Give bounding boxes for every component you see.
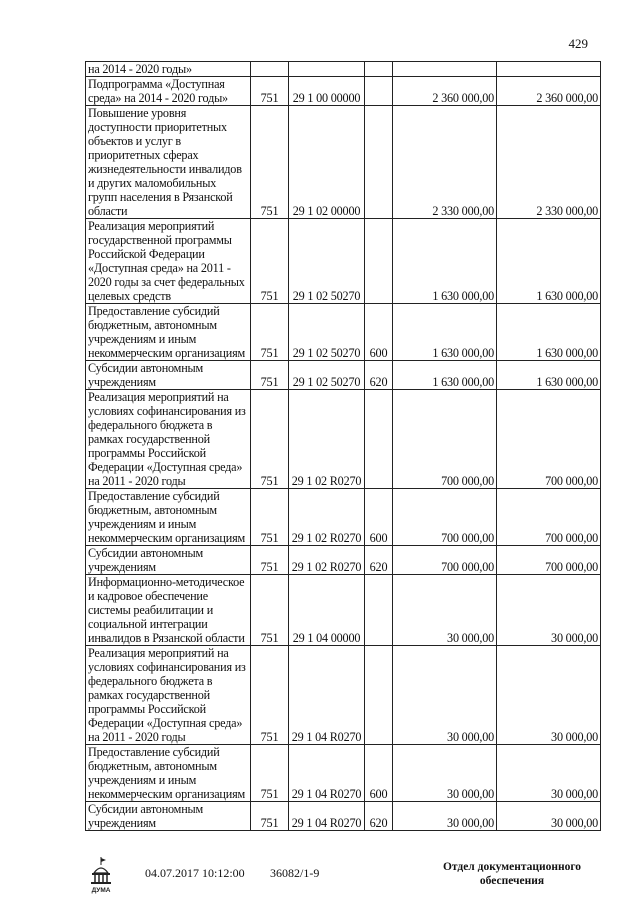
page-number: 429 [568, 36, 588, 51]
row-name-cell: Предоставление субсидий бюджетным, автономным учреждениям и иным некоммерческим организациям [86, 745, 251, 802]
footer-department [437, 860, 587, 888]
row-department-code-cell: 751 [251, 575, 289, 646]
row-amount-cell: 30 000,00 [393, 575, 497, 646]
table-row [86, 62, 601, 77]
row-expense-type-cell [365, 106, 393, 219]
row-name-cell: Информационно-методическое и кадровое обеспечение системы реабилитации и социальной интеграции инвалидов в Рязанской области [86, 575, 251, 646]
row-department-code-cell: 751 [251, 77, 289, 106]
row-amount-total-cell: 1 630 000,00 [497, 219, 601, 304]
row-department-code-cell: 751 [251, 745, 289, 802]
row-amount-total-cell [497, 62, 601, 77]
footer-department-line2: обеспечения [479, 875, 545, 887]
row-target-article-cell: 29 1 02 R0270 [289, 390, 365, 489]
row-department-code-cell: 751 [251, 646, 289, 745]
row-department-code-cell: 751 [251, 546, 289, 575]
table-row [86, 546, 601, 575]
row-target-article-cell: 29 1 04 R0270 [289, 646, 365, 745]
row-expense-type-cell: 620 [365, 546, 393, 575]
row-name-cell: Реализация мероприятий на условиях софинансирования из федерального бюджета в рамках государственной программы Российской Федерации «Доступная среда» на 2011 - 2020 годы [86, 646, 251, 745]
row-amount-cell [393, 62, 497, 77]
table-row [86, 646, 601, 745]
row-department-code-cell: 751 [251, 361, 289, 390]
row-expense-type-cell [365, 62, 393, 77]
row-target-article-cell: 29 1 02 R0270 [289, 546, 365, 575]
footer-department-line1: Отдел документационного [442, 861, 582, 873]
row-expense-type-cell: 600 [365, 745, 393, 802]
row-target-article-cell: 29 1 02 00000 [289, 106, 365, 219]
row-department-code-cell: 751 [251, 106, 289, 219]
row-target-article-cell: 29 1 04 R0270 [289, 802, 365, 831]
table-row [86, 489, 601, 546]
table-row [86, 390, 601, 489]
row-expense-type-cell [365, 646, 393, 745]
row-amount-total-cell: 1 630 000,00 [497, 304, 601, 361]
row-name-cell: Предоставление субсидий бюджетным, автономным учреждениям и иным некоммерческим организациям [86, 489, 251, 546]
row-target-article-cell: 29 1 04 R0270 [289, 745, 365, 802]
budget-table [85, 61, 601, 831]
row-department-code-cell: 751 [251, 219, 289, 304]
row-target-article-cell: 29 1 04 00000 [289, 575, 365, 646]
table-row [86, 575, 601, 646]
row-expense-type-cell [365, 219, 393, 304]
row-expense-type-cell [365, 575, 393, 646]
row-name-cell: Предоставление субсидий бюджетным, автономным учреждениям и иным некоммерческим организациям [86, 304, 251, 361]
row-amount-cell: 30 000,00 [393, 802, 497, 831]
row-department-code-cell: 751 [251, 390, 289, 489]
row-amount-cell: 30 000,00 [393, 646, 497, 745]
table-row [86, 802, 601, 831]
row-amount-total-cell: 700 000,00 [497, 489, 601, 546]
row-expense-type-cell [365, 77, 393, 106]
table-row [86, 304, 601, 361]
table-row [86, 745, 601, 802]
row-department-code-cell [251, 62, 289, 77]
row-name-cell: Реализация мероприятий государственной программы Российской Федерации «Доступная среда» на 2011 - 2020 годы за счет федеральных целевых средств [86, 219, 251, 304]
row-amount-total-cell: 2 330 000,00 [497, 106, 601, 219]
row-amount-total-cell: 1 630 000,00 [497, 361, 601, 390]
footer-date: 04.07.2017 10:12:00 [145, 866, 245, 880]
row-expense-type-cell: 600 [365, 489, 393, 546]
table-row [86, 77, 601, 106]
row-expense-type-cell: 600 [365, 304, 393, 361]
row-amount-total-cell: 30 000,00 [497, 802, 601, 831]
row-target-article-cell: 29 1 00 00000 [289, 77, 365, 106]
table-row [86, 219, 601, 304]
row-name-cell: на 2014 - 2020 годы» [86, 62, 251, 77]
table-row [86, 106, 601, 219]
row-amount-cell: 2 360 000,00 [393, 77, 497, 106]
row-name-cell: Субсидии автономным учреждениям [86, 802, 251, 831]
row-expense-type-cell: 620 [365, 361, 393, 390]
row-amount-total-cell: 30 000,00 [497, 745, 601, 802]
footer-document-code: 36082/1-9 [270, 866, 320, 880]
row-amount-cell: 1 630 000,00 [393, 361, 497, 390]
row-amount-total-cell: 700 000,00 [497, 546, 601, 575]
row-amount-cell: 700 000,00 [393, 390, 497, 489]
row-target-article-cell: 29 1 02 R0270 [289, 489, 365, 546]
row-expense-type-cell [365, 390, 393, 489]
row-expense-type-cell: 620 [365, 802, 393, 831]
row-name-cell: Субсидии автономным учреждениям [86, 361, 251, 390]
row-amount-cell: 700 000,00 [393, 489, 497, 546]
row-amount-total-cell: 30 000,00 [497, 575, 601, 646]
row-amount-total-cell: 700 000,00 [497, 390, 601, 489]
page-footer [0, 860, 640, 905]
row-name-cell: Реализация мероприятий на условиях софинансирования из федерального бюджета в рамках государственной программы Российской Федерации «Доступная среда» на 2011 - 2020 годы [86, 390, 251, 489]
row-department-code-cell: 751 [251, 802, 289, 831]
row-name-cell: Субсидии автономным учреждениям [86, 546, 251, 575]
row-amount-cell: 1 630 000,00 [393, 219, 497, 304]
row-target-article-cell [289, 62, 365, 77]
row-name-cell: Повышение уровня доступности приоритетных объектов и услуг в приоритетных сферах жизнедеятельности инвалидов и других маломобильных групп населения в Рязанской области [86, 106, 251, 219]
row-name-cell: Подпрограмма «Доступная среда» на 2014 - 2020 годы» [86, 77, 251, 106]
row-amount-cell: 1 630 000,00 [393, 304, 497, 361]
row-department-code-cell: 751 [251, 489, 289, 546]
row-target-article-cell: 29 1 02 50270 [289, 304, 365, 361]
table-row [86, 361, 601, 390]
row-target-article-cell: 29 1 02 50270 [289, 219, 365, 304]
row-amount-total-cell: 2 360 000,00 [497, 77, 601, 106]
logo-text: ДУМА [91, 887, 111, 894]
row-amount-cell: 2 330 000,00 [393, 106, 497, 219]
row-amount-total-cell: 30 000,00 [497, 646, 601, 745]
row-amount-cell: 30 000,00 [393, 745, 497, 802]
row-department-code-cell: 751 [251, 304, 289, 361]
row-amount-cell: 700 000,00 [393, 546, 497, 575]
duma-logo-icon [88, 856, 114, 896]
row-target-article-cell: 29 1 02 50270 [289, 361, 365, 390]
